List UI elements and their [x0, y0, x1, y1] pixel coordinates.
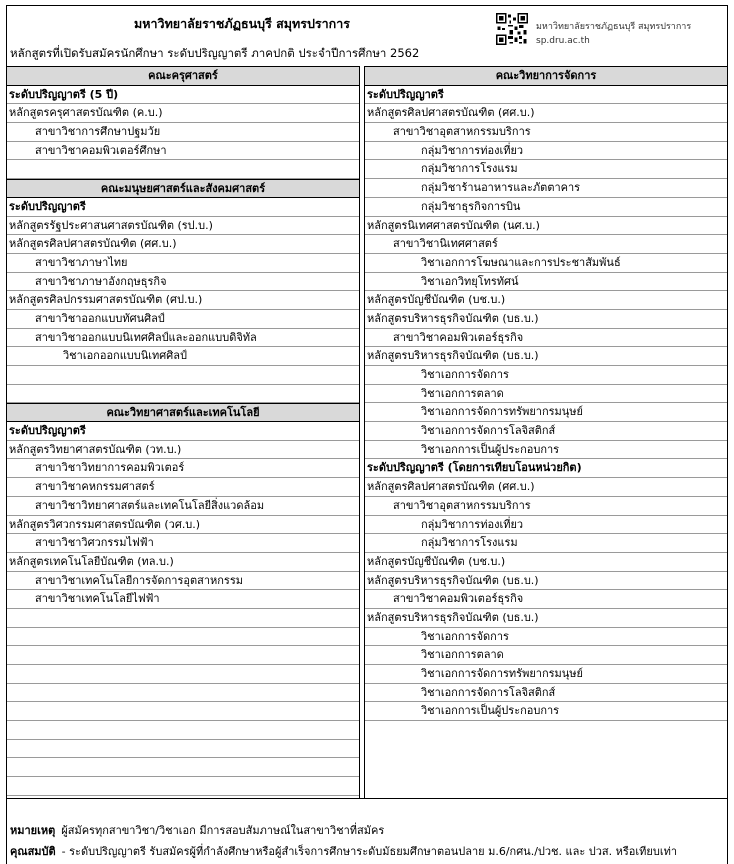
blank-row — [7, 366, 359, 385]
program-row: หลักสูตรศิลปกรรมศาสตรบัณฑิต (ศป.บ.) — [7, 291, 359, 310]
blank-row — [7, 609, 359, 628]
sub-major-row: วิชาเอกวิทยุโทรทัศน์ — [365, 273, 727, 292]
blank-row — [7, 740, 359, 759]
program-row: หลักสูตรวิศวกรรมศาสตรบัณฑิต (วศ.บ.) — [7, 516, 359, 535]
faculty-header: คณะมนุษยศาสตร์และสังคมศาสตร์ — [7, 179, 359, 198]
program-row: หลักสูตรครุศาสตรบัณฑิต (ค.บ.) — [7, 104, 359, 123]
blank-row — [7, 721, 359, 740]
program-row: หลักสูตรนิเทศศาสตรบัณฑิต (นศ.บ.) — [365, 217, 727, 236]
blank-row — [7, 160, 359, 179]
notes-section — [6, 798, 728, 864]
major-row: สาขาวิชาคอมพิวเตอร์ธุรกิจ — [365, 590, 727, 609]
blank-row — [7, 646, 359, 665]
blank-row — [7, 702, 359, 721]
remark-line — [10, 821, 384, 839]
qr-code-icon — [496, 13, 528, 45]
qualification-text: - ระดับปริญญาตรี รับสมัครผู้ที่กำลังศึกษาหรือผู้สำเร็จการศึกษาระดับมัธยมศึกษาตอนปลาย ม.6/กศน./ปวช. และ ปวส. หรือเทียบเท่า — [61, 845, 678, 858]
sub-major-row: วิชาเอกการจัดการ — [365, 366, 727, 385]
sub-major-row: วิชาเอกการตลาด — [365, 646, 727, 665]
faculty-header: คณะวิทยาศาสตร์และเทคโนโลยี — [7, 403, 359, 422]
blank-row — [7, 777, 359, 796]
qualification-line — [10, 842, 677, 860]
left-column — [6, 66, 360, 799]
major-row: สาขาวิชาวิทยาศาสตร์และเทคโนโลยีสิ่งแวดล้อม — [7, 497, 359, 516]
major-row: สาขาวิชานิเทศศาสตร์ — [365, 235, 727, 254]
brand-url[interactable]: sp.dru.ac.th — [536, 36, 590, 46]
sub-major-row: กลุ่มวิชาการท่องเที่ยว — [365, 516, 727, 535]
sub-major-row: วิชาเอกการเป็นผู้ประกอบการ — [365, 702, 727, 721]
sub-major-row: วิชาเอกออกแบบนิเทศศิลป์ — [7, 347, 359, 366]
sub-major-row: วิชาเอกการเป็นผู้ประกอบการ — [365, 441, 727, 460]
degree-level: ระดับปริญญาตรี — [7, 198, 359, 217]
sub-major-row: วิชาเอกการตลาด — [365, 385, 727, 404]
program-row: หลักสูตรบริหารธุรกิจบัณฑิต (บธ.บ.) — [365, 310, 727, 329]
major-row: สาขาวิชาคอมพิวเตอร์ศึกษา — [7, 142, 359, 161]
faculty-header: คณะวิทยาการจัดการ — [365, 67, 727, 86]
sub-major-row: กลุ่มวิชาการท่องเที่ยว — [365, 142, 727, 161]
sub-major-row: วิชาเอกการจัดการ — [365, 628, 727, 647]
major-row: สาขาวิชาการศึกษาปฐมวัย — [7, 123, 359, 142]
blank-row — [7, 665, 359, 684]
sub-major-row: กลุ่มวิชาธุรกิจการบิน — [365, 198, 727, 217]
program-row: หลักสูตรศิลปศาสตรบัณฑิต (ศศ.บ.) — [365, 478, 727, 497]
program-row: หลักสูตรบริหารธุรกิจบัณฑิต (บธ.บ.) — [365, 609, 727, 628]
major-row: สาขาวิชาภาษาไทย — [7, 254, 359, 273]
document-header — [6, 5, 728, 66]
program-row: หลักสูตรบัญชีบัณฑิต (บช.บ.) — [365, 553, 727, 572]
major-row: สาขาวิชาออกแบบทัศนศิลป์ — [7, 310, 359, 329]
sub-major-row: วิชาเอกการโฆษณาและการประชาสัมพันธ์ — [365, 254, 727, 273]
sub-major-row: วิชาเอกการจัดการทรัพยากรมนุษย์ — [365, 403, 727, 422]
blank-row — [7, 628, 359, 647]
major-row: สาขาวิชาวิทยาการคอมพิวเตอร์ — [7, 459, 359, 478]
degree-level: ระดับปริญญาตรี (โดยการเทียบโอนหน่วยกิต) — [365, 459, 727, 478]
document-subtitle: หลักสูตรที่เปิดรับสมัครนักศึกษา ระดับปริญญาตรี ภาคปกติ ประจำปีการศึกษา 2562 — [10, 46, 420, 60]
document-page — [6, 5, 728, 799]
sub-major-row: วิชาเอกการจัดการโลจิสติกส์ — [365, 684, 727, 703]
major-row: สาขาวิชาอุตสาหกรรมบริการ — [365, 497, 727, 516]
degree-level: ระดับปริญญาตรี (5 ปี) — [7, 86, 359, 105]
program-row: หลักสูตรศิลปศาสตรบัณฑิต (ศศ.บ.) — [7, 235, 359, 254]
qualification-label: คุณสมบัติ — [10, 845, 56, 858]
blank-row — [7, 758, 359, 777]
remark-text: ผู้สมัครทุกสาขาวิชา/วิชาเอก มีการสอบสัมภาษณ์ในสาขาวิชาที่สมัคร — [61, 824, 385, 837]
major-row: สาขาวิชาอุตสาหกรรมบริการ — [365, 123, 727, 142]
major-row: สาขาวิชาเทคโนโลยีไฟฟ้า — [7, 590, 359, 609]
faculty-header: คณะครุศาสตร์ — [7, 67, 359, 86]
university-title: มหาวิทยาลัยราชภัฏธนบุรี สมุทรปราการ — [134, 16, 350, 31]
brand-name: มหาวิทยาลัยราชภัฏธนบุรี สมุทรปราการ — [536, 22, 692, 32]
major-row: สาขาวิชาคหกรรมศาสตร์ — [7, 478, 359, 497]
major-row: สาขาวิชาเทคโนโลยีการจัดการอุตสาหกรรม — [7, 572, 359, 591]
program-row: หลักสูตรเทคโนโลยีบัณฑิต (ทล.บ.) — [7, 553, 359, 572]
university-brand — [536, 20, 691, 48]
major-row: สาขาวิชาคอมพิวเตอร์ธุรกิจ — [365, 329, 727, 348]
major-row: สาขาวิชาวิศวกรรมไฟฟ้า — [7, 534, 359, 553]
major-row: สาขาวิชาออกแบบนิเทศศิลป์และออกแบบดิจิทัล — [7, 329, 359, 348]
degree-level: ระดับปริญญาตรี — [365, 86, 727, 105]
program-row: หลักสูตรบริหารธุรกิจบัณฑิต (บธ.บ.) — [365, 572, 727, 591]
sub-major-row: วิชาเอกการจัดการทรัพยากรมนุษย์ — [365, 665, 727, 684]
blank-row — [7, 385, 359, 404]
sub-major-row: กลุ่มวิชาการโรงแรม — [365, 534, 727, 553]
program-row: หลักสูตรศิลปศาสตรบัณฑิต (ศศ.บ.) — [365, 104, 727, 123]
sub-major-row: กลุ่มวิชาการโรงแรม — [365, 160, 727, 179]
blank-row — [7, 684, 359, 703]
program-row: หลักสูตรบัญชีบัณฑิต (บช.บ.) — [365, 291, 727, 310]
remark-label: หมายเหตุ — [10, 824, 56, 837]
major-row: สาขาวิชาภาษาอังกฤษธุรกิจ — [7, 273, 359, 292]
program-row: หลักสูตรรัฐประศาสนศาสตรบัณฑิต (รป.บ.) — [7, 217, 359, 236]
right-column — [364, 66, 728, 799]
sub-major-row: วิชาเอกการจัดการโลจิสติกส์ — [365, 422, 727, 441]
program-row: หลักสูตรบริหารธุรกิจบัณฑิต (บธ.บ.) — [365, 347, 727, 366]
programs-table — [6, 66, 728, 799]
degree-level: ระดับปริญญาตรี — [7, 422, 359, 441]
program-row: หลักสูตรวิทยาศาสตรบัณฑิต (วท.บ.) — [7, 441, 359, 460]
sub-major-row: กลุ่มวิชาร้านอาหารและภัตตาคาร — [365, 179, 727, 198]
